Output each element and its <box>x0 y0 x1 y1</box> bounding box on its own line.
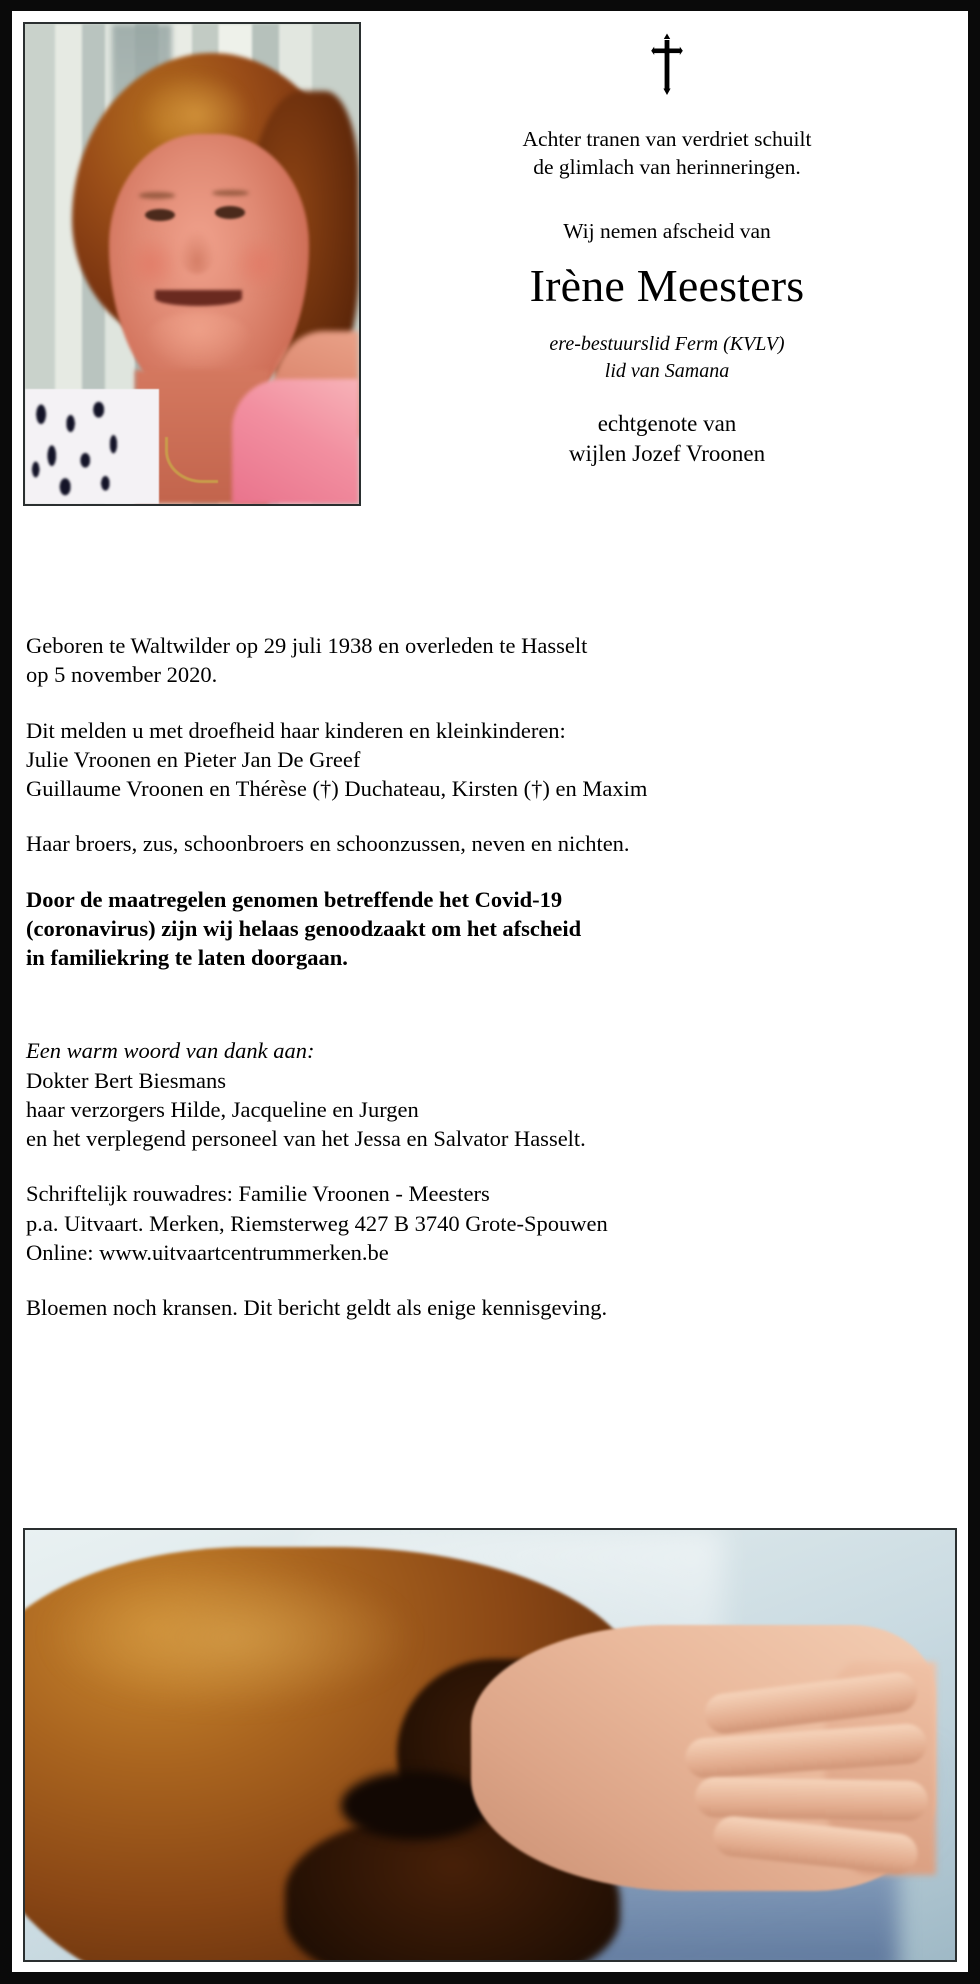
portrait-cheek-right <box>232 235 289 293</box>
bottom-photo <box>23 1528 957 1962</box>
family-line-3: Guillaume Vroonen en Thérèse (†) Duchateau, Kirsten (†) en Maxim <box>26 776 648 801</box>
address-line-3: Online: www.uitvaartcentrummerken.be <box>26 1239 389 1265</box>
birth-death-paragraph <box>26 631 954 690</box>
membership-info <box>374 331 960 385</box>
verse-line-1: Achter tranen van verdriet schuilt <box>522 127 812 151</box>
membership-line-2: lid van Samana <box>604 360 730 383</box>
portrait-eye-right <box>215 206 245 218</box>
covid-line-1: Door de maatregelen genomen betreffende het Covid-19 <box>26 886 563 912</box>
birth-death-line-2: op 5 november 2020. <box>26 662 218 688</box>
human-hand <box>471 1625 936 1892</box>
spouse-info <box>374 409 960 468</box>
body-text-section <box>12 631 968 1322</box>
thanks-line-2: haar verzorgers Hilde, Jacqueline en Jurgen <box>26 1096 419 1122</box>
spouse-line-1: echtgenote van <box>597 411 737 437</box>
verse-line-2: de glimlach van herinneringen. <box>533 155 801 180</box>
covid-notice-paragraph <box>26 885 954 973</box>
thanks-line-1: Dokter Bert Biesmans <box>26 1067 226 1093</box>
relatives-paragraph: Haar broers, zus, schoonbroers en schoonzussen, neven en nichten. <box>26 831 630 857</box>
card-sheet <box>12 11 968 1972</box>
birth-death-line-1: Geboren te Waltwilder op 29 juli 1938 en overleden te Hasselt <box>26 633 588 658</box>
bottom-photo-canvas <box>25 1530 955 1960</box>
portrait-nose <box>179 230 216 273</box>
hand-finger-3 <box>694 1777 927 1821</box>
spouse-line-2: wijlen Jozef Vroonen <box>568 440 766 466</box>
family-paragraph <box>26 716 954 804</box>
farewell-text: Wij nemen afscheid van <box>563 218 771 243</box>
portrait-photo <box>23 22 361 506</box>
family-line-1: Dit melden u met droefheid haar kinderen en kleinkinderen: <box>26 717 566 743</box>
closing-paragraph: Bloemen noch kransen. Dit bericht geldt als enige kennisgeving. <box>26 1295 608 1320</box>
portrait-brow-left <box>139 192 176 199</box>
portrait-chin <box>145 312 252 370</box>
dog-nose <box>341 1771 490 1840</box>
address-paragraph <box>26 1179 954 1267</box>
deceased-name: Irène Meesters <box>529 259 805 311</box>
portrait-mouth <box>155 290 242 305</box>
thanks-paragraph <box>26 1066 954 1154</box>
portrait-cheek-left <box>122 235 179 293</box>
address-line-1: Schriftelijk rouwadres: Familie Vroonen - Meesters <box>26 1181 490 1207</box>
address-line-2: p.a. Uitvaart. Merken, Riemsterweg 427 B 3740 Grote-Spouwen <box>26 1210 608 1236</box>
membership-line-1: ere-bestuurslid Ferm (KVLV) <box>549 333 785 356</box>
dog-fur-highlight <box>44 1564 416 1710</box>
portrait-blouse <box>25 389 159 504</box>
portrait-pink-cloth <box>232 379 359 504</box>
portrait-canvas <box>25 24 359 504</box>
thanks-line-3: en het verplegend personeel van het Jessa en Salvator Hasselt. <box>26 1126 586 1151</box>
header-text-column <box>374 11 960 468</box>
crucifix-icon <box>374 33 960 99</box>
header-section <box>12 11 968 631</box>
paragraph-spacer <box>26 998 954 1036</box>
memorial-verse <box>374 125 960 182</box>
family-line-2: Julie Vroonen en Pieter Jan De Greef <box>26 746 361 772</box>
covid-line-2: (coronavirus) zijn wij helaas genoodzaakt om het afscheid <box>26 915 582 941</box>
covid-line-3: in familiekring te laten doorgaan. <box>26 945 348 970</box>
thanks-heading: Een warm woord van dank aan: <box>26 1038 315 1064</box>
